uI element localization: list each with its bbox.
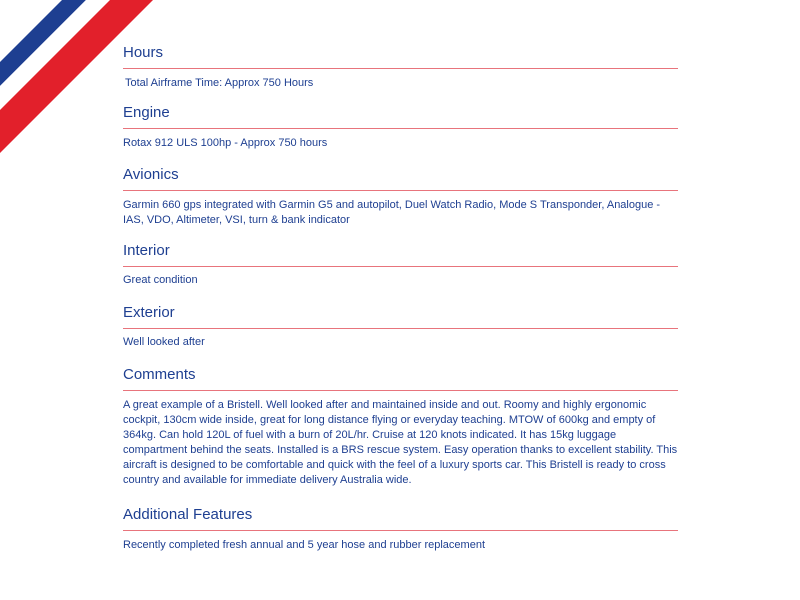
section-text-interior: Great condition [123, 274, 198, 286]
section-engine [123, 104, 678, 151]
section-hours [123, 44, 678, 91]
section-additional-features [123, 506, 678, 553]
section-interior [123, 242, 678, 288]
section-title-exterior: Exterior [123, 304, 678, 329]
section-text-additional-features: Recently completed fresh annual and 5 year hose and rubber replacement [123, 539, 486, 551]
section-text-hours: Total Airframe Time: Approx 750 Hours [125, 77, 314, 89]
section-text-comments: A great example of a Bristell. Well looked after and maintained inside and out. Roomy and highly ergonomic cockpit, 130cm wide inside, great for long distance flying or everyday teaching. MTOW of 600kg and empty of 364kg. Can hold 120L of fuel with a burn of 20L/hr. Cruise at 120 knots indicated. It has 15kg luggage compartment behind the seats. Installed is a BRS rescue system. Easy operation thanks to excellent stability. This aircraft is designed to be comfortable and quick with the feel of a luxury sports car. This Bristell is ready to cross country and available for immediate delivery Australia wide. [123, 399, 678, 486]
section-title-hours: Hours [123, 44, 678, 69]
section-title-interior: Interior [123, 242, 678, 267]
section-title-comments: Comments [123, 366, 678, 391]
section-exterior [123, 304, 678, 350]
section-text-engine: Rotax 912 ULS 100hp - Approx 750 hours [123, 137, 328, 149]
section-title-engine: Engine [123, 104, 678, 129]
section-title-additional-features: Additional Features [123, 506, 678, 531]
section-text-avionics: Garmin 660 gps integrated with Garmin G5 and autopilot, Duel Watch Radio, Mode S Transponder, Analogue - IAS, VDO, Altimeter, VSI, turn & bank indicator [123, 199, 661, 226]
section-title-avionics: Avionics [123, 166, 678, 191]
section-avionics [123, 166, 678, 228]
section-text-exterior: Well looked after [123, 336, 205, 348]
section-comments [123, 366, 678, 488]
